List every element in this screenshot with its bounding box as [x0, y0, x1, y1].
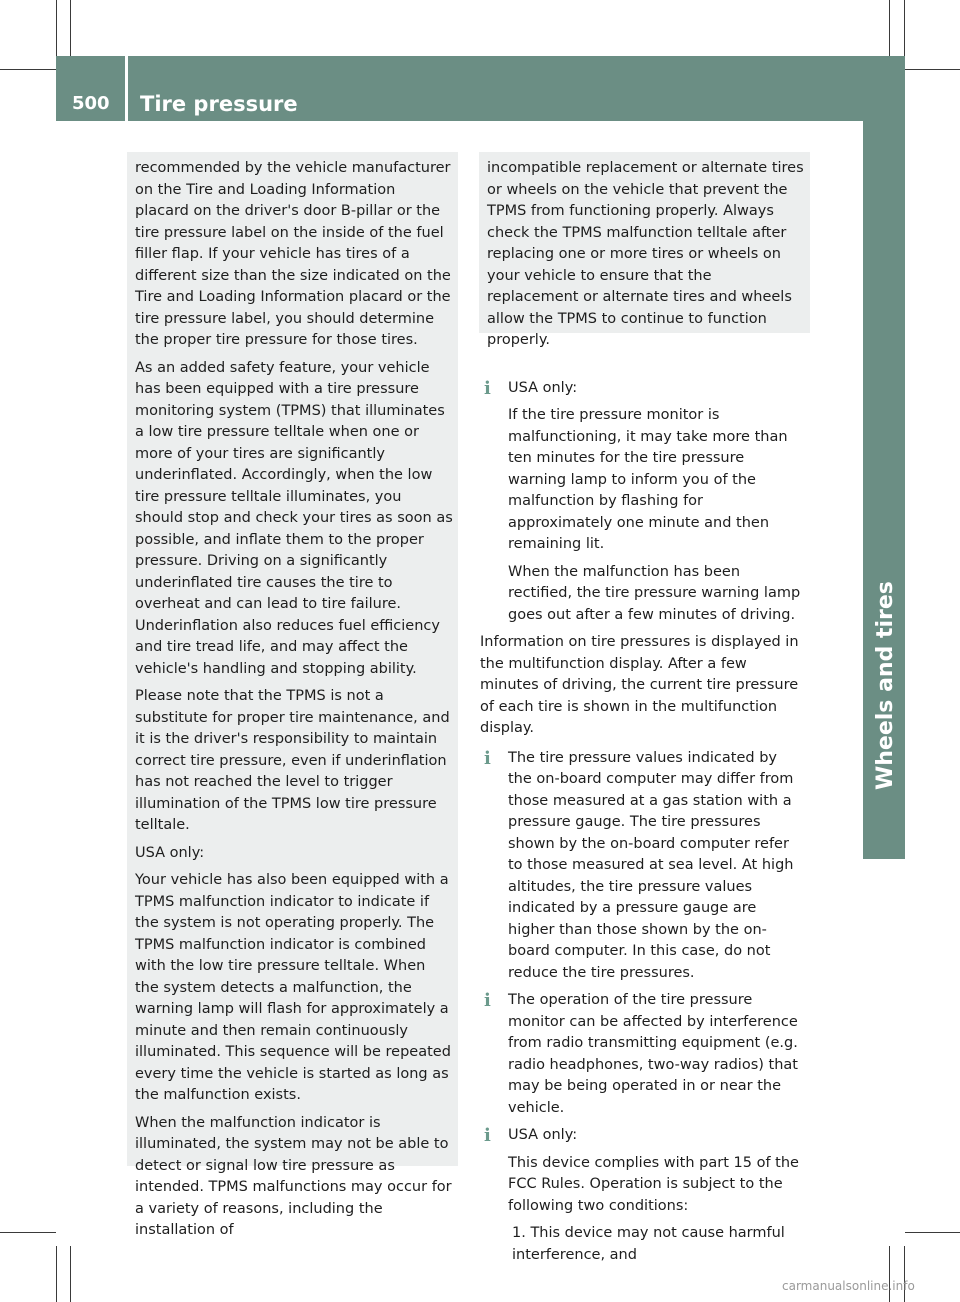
info-icon: i — [484, 377, 491, 399]
note-text: The operation of the tire pressure monitor can be affected by interference from radio transmitting equipment (e.g. radio headphones, two-way radios) that may be being operated in or near the vehicle. — [508, 992, 798, 1116]
paragraph: As an added safety feature, your vehicle has been equipped with a tire pressure monitoring system (TPMS) that illuminates a low tire pressure telltale when one or more of your tires are significantly underinflated. Accordingly, when the low tire pressure telltale illuminates, you should stop and check your tires as soon as possible, and inflate them to the proper pressure. Driving on a significantly underinflated tire causes the tire to overheat and can lead to tire failure. Underinflation also reduces fuel efficiency and tire tread life, and may affect the vehicle's handling and stopping ability. — [135, 359, 453, 677]
crop-mark — [56, 0, 57, 56]
note-text: The tire pressure values indicated by the on-board computer may differ from those measured at a gas station with a pressure gauge. The tire pressures shown by the on-board computer refer to those measured at sea level. At high altitudes, the tire pressure values indicated by a pressure gauge are higher than those shown by the on-board computer. In this case, do not reduce the tire pressures. — [508, 749, 794, 981]
crop-mark — [904, 0, 905, 56]
crop-mark — [905, 69, 960, 70]
crop-mark — [0, 1232, 56, 1233]
paragraph: Please note that the TPMS is not a substitute for proper tire maintenance, and it is the driver's responsibility to maintain correct tire pressure, even if underinflation has not reached the level to trigger illumination of the TPMS low tire pressure telltale. — [135, 688, 450, 833]
note-text: This device complies with part 15 of the FCC Rules. Operation is subject to the following two conditions: — [508, 1154, 799, 1214]
watermark: carmanualsonline.info — [782, 1279, 915, 1293]
note-text: If the tire pressure monitor is malfunctioning, it may take more than ten minutes for the tire pressure warning lamp to inform you of the malfunction by flashing for approximately one minute and then remaining lit. — [508, 407, 788, 552]
note-text: USA only: — [508, 1127, 578, 1143]
crop-mark — [70, 0, 71, 56]
crop-mark — [0, 69, 56, 70]
info-icon: i — [484, 747, 491, 769]
right-column — [480, 158, 805, 1272]
paragraph: Information on tire pressures is displayed in the multifunction display. After a few minutes of driving, the current tire pressure of each tire is shown in the multifunction display. — [480, 634, 799, 736]
note-text: When the malfunction has been rectified, the tire pressure warning lamp goes out after a few minutes of driving. — [508, 563, 801, 623]
info-note — [484, 747, 805, 985]
crop-mark — [904, 1246, 905, 1302]
crop-mark — [905, 1232, 960, 1233]
note-text: 1. This device may not cause harmful interference, and — [512, 1225, 785, 1263]
info-note — [484, 1125, 805, 1266]
info-note — [484, 377, 805, 627]
paragraph: When the malfunction indicator is illuminated, the system may not be able to detect or signal low tire pressure as intended. TPMS malfunctions may occur for a variety of reasons, including the installation of — [135, 1114, 452, 1238]
note-text: USA only: — [508, 379, 578, 396]
header-divider — [125, 56, 128, 121]
info-note — [484, 990, 805, 1119]
side-tab-label: Wheels and tires — [873, 581, 898, 790]
info-icon: i — [484, 1125, 491, 1146]
paragraph: USA only: — [135, 844, 205, 861]
paragraph: Your vehicle has also been equipped with a TPMS malfunction indicator to indicate if the system is not operating properly. The TPMS malfunction indicator is combined with the low tire pressure telltale. When the system detects a malfunction, the warning lamp will flash for approximately a minute and then remain continuously illuminated. This sequence will be repeated every time the vehicle is started as long as the malfunction exists. — [135, 872, 451, 1103]
crop-mark — [56, 1246, 57, 1302]
section-title: Tire pressure — [140, 92, 298, 116]
crop-mark — [889, 0, 890, 56]
paragraph: incompatible replacement or alternate tires or wheels on the vehicle that prevent the TPMS from functioning properly. Always check the TPMS malfunction telltale after replacing one or more tires or wheels on your vehicle to ensure that the replacement or alternate tires and wheels allow the TPMS to continue to function properly. — [487, 160, 804, 348]
crop-mark — [889, 1246, 890, 1302]
paragraph: recommended by the vehicle manufacturer on the Tire and Loading Information placard on the driver's door B-pillar or the tire pressure label on the inside of the fuel filler flap. If your vehicle has tires of a different size than the size indicated on the Tire and Loading Information placard or the tire pressure label, you should determine the proper tire pressure for those tires. — [135, 160, 451, 348]
left-column — [135, 158, 453, 1248]
crop-mark — [70, 1246, 71, 1302]
info-icon: i — [484, 990, 491, 1011]
page-number: 500 — [72, 93, 110, 114]
